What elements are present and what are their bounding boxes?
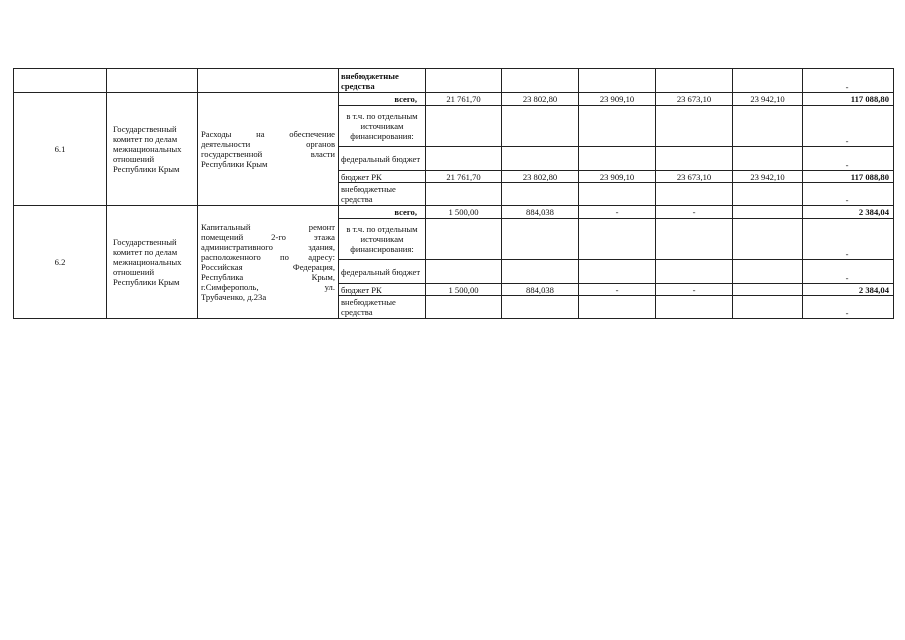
value-cell: 23 909,10 bbox=[579, 93, 656, 106]
value-cell: 21 761,70 bbox=[426, 93, 502, 106]
value-cell: 23 942,10 bbox=[733, 171, 803, 183]
funding-source: в т.ч. по отдельным источникам финансирования: bbox=[339, 106, 426, 147]
funding-source: бюджет РК bbox=[339, 171, 426, 183]
funding-source: в т.ч. по отдельным источникам финансирования: bbox=[339, 219, 426, 260]
funding-source: всего, bbox=[339, 93, 426, 106]
value-cell: 21 761,70 bbox=[426, 171, 502, 183]
row-number: 6.2 bbox=[14, 206, 107, 319]
total-cell: - bbox=[803, 296, 894, 319]
value-cell: - bbox=[579, 206, 656, 219]
total-cell: - bbox=[803, 260, 894, 284]
funding-source: федеральный бюджет bbox=[339, 260, 426, 284]
value-cell: 23 673,10 bbox=[656, 93, 733, 106]
executor-cell: Государственный комитет по делам межнациональных отношений Республики Крым bbox=[107, 206, 198, 319]
value-cell: 1 500,00 bbox=[426, 284, 502, 296]
value-cell: 23 673,10 bbox=[656, 171, 733, 183]
row-number: 6.1 bbox=[14, 93, 107, 206]
value-cell: 23 802,80 bbox=[502, 93, 579, 106]
total-cell: - bbox=[803, 147, 894, 171]
value-cell bbox=[733, 206, 803, 219]
value-cell: 23 909,10 bbox=[579, 171, 656, 183]
value-cell: 1 500,00 bbox=[426, 206, 502, 219]
value-cell: - bbox=[656, 206, 733, 219]
executor-cell: Государственный комитет по делам межнациональных отношений Республики Крым bbox=[107, 93, 198, 206]
funding-source: всего, bbox=[339, 206, 426, 219]
funding-source: внебюджетные средства bbox=[339, 183, 426, 206]
total-cell: - bbox=[803, 183, 894, 206]
funding-source: внебюджетные средства bbox=[339, 69, 426, 93]
total-cell: - bbox=[803, 219, 894, 260]
funding-source: бюджет РК bbox=[339, 284, 426, 296]
total-cell: - bbox=[803, 106, 894, 147]
value-cell: 884,038 bbox=[502, 206, 579, 219]
value-cell: - bbox=[579, 284, 656, 296]
table-row bbox=[14, 93, 894, 106]
table-row bbox=[14, 69, 894, 93]
funding-source: федеральный бюджет bbox=[339, 147, 426, 171]
budget-table bbox=[13, 68, 894, 319]
total-cell: - bbox=[803, 69, 894, 93]
event-cell: Расходы на обеспечение деятельности органов государственной власти Республики Крым bbox=[198, 93, 339, 206]
total-cell: 117 088,80 bbox=[803, 171, 894, 183]
funding-source: внебюджетные средства bbox=[339, 296, 426, 319]
table-row bbox=[14, 206, 894, 219]
total-cell: 117 088,80 bbox=[803, 93, 894, 106]
value-cell: 23 942,10 bbox=[733, 93, 803, 106]
value-cell: - bbox=[656, 284, 733, 296]
value-cell bbox=[733, 284, 803, 296]
value-cell: 884,038 bbox=[502, 284, 579, 296]
event-cell: Капитальный ремонт помещений 2-го этажа административного здания, расположенного по адресу: Российская Федерация, Республика Крым, г.Симферополь, ул. Трубаченко, д.23а bbox=[198, 206, 339, 319]
total-cell: 2 384,04 bbox=[803, 284, 894, 296]
value-cell: 23 802,80 bbox=[502, 171, 579, 183]
total-cell: 2 384,04 bbox=[803, 206, 894, 219]
